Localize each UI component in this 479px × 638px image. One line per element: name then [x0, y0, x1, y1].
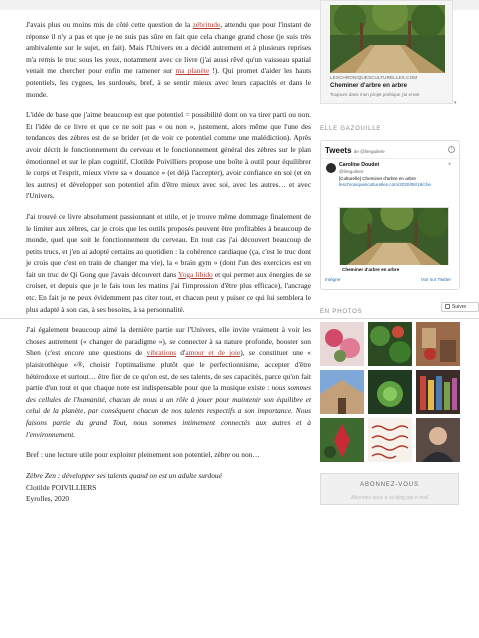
photo-plants[interactable] [368, 322, 412, 366]
book-publisher: Eyrolles, 2020 [26, 494, 70, 504]
forest-path-image [330, 5, 445, 73]
link-subtitle: Toujours dans mon projet poétique j'ai envie [330, 92, 420, 97]
paragraph-3: J'ai trouvé ce livre absolument passionnant et utile, et je trouve même dommage finalement de le limiter aux zèbres, car je crois que les outils proposés peuvent être profitables à beaucoup de monde, quel que soit le fonctionnement du cerveau. En tout cas j'ai découvert beaucoup de petits trucs, et j'en ai adopté certains au quotidien : la cohérence cardiaque (ça, c'est le truc dont je crois que c'est en train de changer ma vie), la « brain gym » (dont l'un des exercices est en fait un truc de Qi Gong que j'avais découvert dans Yoga libido et qui permet aux énergies de se croiser, et depuis que je le fais tous les matins j'ai l'impression d'être plus efficace), l'ancrage etc. En fait je ne peux évidemment pas citer tout, et chacun peut y puiser ce qui lui semblera le plus adapté à son cas, à ses besoins, à sa personnalité. [26, 211, 311, 314]
book-reference [26, 470, 311, 505]
subscribe-description: Abonnez-vous à ce blog par e-mail. [351, 495, 430, 501]
photo-books[interactable] [416, 370, 460, 414]
tweet-text: [Culturelle] Cheminer d'arbre en arbre [339, 176, 416, 181]
tweet-card-caption[interactable]: Cheminer d'arbre en arbre [339, 265, 449, 274]
link-ma-planete[interactable]: ma planète [175, 66, 210, 76]
tweet-card-image[interactable] [339, 207, 449, 271]
view-on-twitter-link[interactable]: Voir sur Twitter [420, 277, 451, 282]
photo-handwritten-note[interactable] [368, 418, 412, 462]
photo-green-drink[interactable] [368, 370, 412, 414]
photo-portrait[interactable] [416, 418, 460, 462]
tweet-handle[interactable]: @lireguilere [339, 169, 364, 174]
link-preview-card[interactable] [320, 0, 453, 104]
photo-interior[interactable] [416, 322, 460, 366]
quote: nous sommes des cellules de l'humanité, chacun de nous a un rôle à jouer pour maintenir son équilibre et celui de la planète, par conséquent chacun de nos talents respectifs a son importance. Nous faisons partie du grand Tout, nous sommes intimement connectés aux autres et à l'environnement. [26, 383, 311, 439]
avatar[interactable] [326, 163, 336, 173]
fold-divider [0, 318, 479, 319]
subscribe-widget [320, 473, 459, 505]
paragraph-1: J'avais plus ou moins mis de côté cette question de la zébritude, attendu que pour l'instant de réponse il n'y a pas et que je ne suis pas sûre en fait que cela change grand chose (je suis très ambivalente sur le sujet, en fait). Mais l'Univers en a décidé autrement et à plusieurs reprises m'a remis le truc sous les yeux, notamment avec ce livre (j'ai aussi rêvé qu'un vaisseau spatial venait me chercher pour enfin me ramener sur ma planète !). Qui promet d'aider les hauts potentiels, les cygnes, les surdoués, bref, à se sentir mieux avec leurs capacités et dans le monde. [26, 20, 312, 99]
paragraph-2: L'idée de base que j'aime beaucoup est que potentiel = possibilité dont on va tirer parti ou non. Et l'idée de ce livre et que ce ne soit pas « ou non », justement, alors même que l'une des tendances des zèbres est de se brider (et de voir ce potentiel comme une malédiction). Après avoir décrit le fonctionnement du cerveau et le fonctionnement général des zèbres sur le plan émotionnel et sur le plan cognitif, Clotilde Poivilliers propose une boîte à outil pour équilibrer le corps et l'esprit, mieux vivre sa « douance » (et déjà l'accepter), avoir confiance en soi (et en les autres) et développer son potentiel afin d'être mieux avec soi, avec les autres… et avec l'Univers. [26, 110, 311, 201]
twitter-timeline [320, 140, 460, 290]
info-icon[interactable]: i [448, 146, 455, 153]
tweet-link[interactable]: leschroniquesculturelles.com/2020/06/18/che [339, 182, 431, 187]
link-title: Cheminer d'arbre en arbre [330, 82, 408, 89]
twitter-bird-icon: ✦ [447, 162, 453, 168]
tweets-header: Tweets [325, 146, 352, 155]
book-author: Clotilde POIVILLIERS [26, 482, 97, 492]
header-separator [321, 158, 459, 159]
paragraph-5: Bref : une lecture utile pour exploiter pleinement son potentiel, zèbre ou non… [26, 450, 260, 460]
link-zebritude[interactable]: zébritude [192, 20, 221, 29]
tweet-author[interactable]: Caroline Doudet [339, 162, 380, 168]
embed-link[interactable]: Intégrer [325, 277, 341, 282]
article-body [26, 19, 311, 505]
follow-button[interactable]: Suivre [441, 302, 479, 312]
tweets-widget-title: ELLE GAZOUILLE [320, 126, 382, 132]
link-amour-joie[interactable]: amour et de joie [185, 348, 241, 358]
paragraph-4: J'ai également beaucoup aimé la dernière partie sur l'Univers, elle invite vraiment à voir les choses autrement (« changer de paradigme »), se connecter à sa nature profonde, booster son Shen (c'est encore une questions de vibrations d'amour et de joie), se constituer une « plaisirothèque »®, choisir l'optimalisme plutôt que le perfectionnisme, accepter d'être hétérodoxe et surtout… être fier de ce qu'on est, de ses talents, de ses capacités, parce qu'on fait partie d'un tout et que chaque note est indispensable pour que la musique existe : nous sommes des cellules de l'humanité, chacun de nous a un rôle à jouer pour maintenir son équilibre et celui de la planète, par conséquent chacun de nos talents respectifs a son importance. Nous faisons partie du grand Tout, nous sommes intimement connectés aux autres et à l'environnement. [26, 325, 311, 439]
photos-widget-title: EN PHOTOS [320, 309, 363, 315]
photo-red-plant[interactable] [320, 418, 364, 462]
link-yoga-libido[interactable]: Yoga libido [178, 269, 213, 279]
photo-building[interactable] [320, 370, 364, 414]
tweets-by: de @lireguilere [353, 149, 385, 154]
scroll-down-icon[interactable]: ▾ [454, 101, 457, 106]
subscribe-title: ABONNEZ-VOUS [360, 482, 419, 488]
link-domain: LESCHRONIQUESCULTURELLES.COM [330, 75, 418, 80]
link-vibrations[interactable]: vibrations [146, 348, 177, 358]
follow-icon [445, 304, 450, 309]
book-title: Zèbre Zen : développer ses talents quand on est un adulte surdoué [26, 470, 222, 480]
photo-flowers[interactable] [320, 322, 364, 366]
